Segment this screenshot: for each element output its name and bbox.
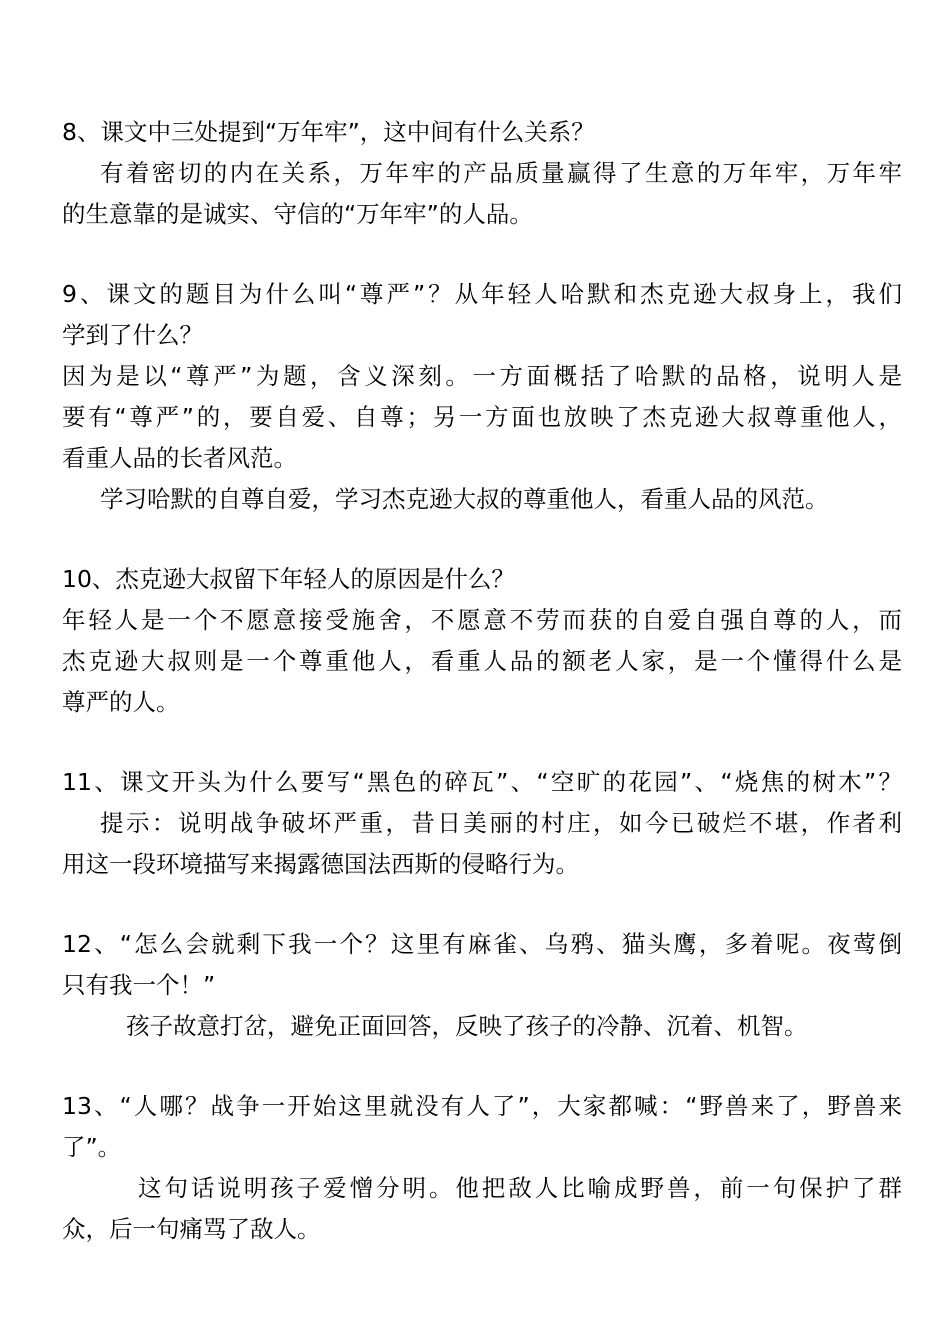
- answer-10-line-2: 杰克逊大叔则是一个尊重他人，看重人品的额老人家，是一个懂得什么是: [62, 647, 902, 675]
- question-8: 8、课文中三处提到“万年牢”，这中间有什么关系？: [62, 118, 595, 146]
- answer-8-line-2: 的生意靠的是诚实、守信的“万年牢”的人品。: [62, 200, 533, 228]
- qa-block-8: [62, 112, 902, 235]
- qa-block-11: [62, 762, 902, 885]
- answer-13-line-2: 众，后一句痛骂了敌人。: [62, 1215, 321, 1243]
- answer-10-line-1: 年轻人是一个不愿意接受施舍，不愿意不劳而获的自爱自强自尊的人，而: [62, 606, 902, 634]
- question-9-line-2: 学到了什么？: [62, 321, 203, 349]
- qa-block-10: [62, 559, 902, 723]
- answer-9-line-2: 要有“尊严”的，要自爱、自尊；另一方面也放映了杰克逊大叔尊重他人，: [62, 403, 902, 431]
- answer-12-line-1: 孩子故意打岔，避免正面回答，反映了孩子的冷静、沉着、机智。: [126, 1012, 808, 1040]
- qa-block-13: [62, 1086, 902, 1250]
- answer-9-line-1: 因为是以“尊严”为题，含义深刻。一方面概括了哈默的品格，说明人是: [62, 362, 902, 390]
- document-page: [62, 112, 902, 1289]
- question-12-line-2: 只有我一个！”: [62, 971, 216, 999]
- qa-block-9: [62, 274, 902, 520]
- qa-block-12: [62, 924, 902, 1047]
- question-10: 10、杰克逊大叔留下年轻人的原因是什么？: [62, 565, 515, 593]
- answer-8-line-1: 有着密切的内在关系，万年牢的产品质量赢得了生意的万年牢，万年牢: [100, 159, 902, 187]
- answer-13-line-1: 这句话说明孩子爱憎分明。他把敌人比喻成野兽，前一句保护了群: [138, 1174, 902, 1202]
- question-11: 11、课文开头为什么要写“黑色的碎瓦”、“空旷的花园”、“烧焦的树木”？: [62, 768, 902, 796]
- answer-9-line-4: 学习哈默的自尊自爱，学习杰克逊大叔的尊重他人，看重人品的风范。: [100, 485, 829, 513]
- question-12-line-1: 12、“怎么会就剩下我一个？这里有麻雀、乌鸦、猫头鹰，多着呢。夜莺倒: [62, 930, 902, 958]
- answer-10-line-3: 尊严的人。: [62, 688, 180, 716]
- question-13-line-2: 了”。: [62, 1133, 122, 1161]
- answer-11-line-1: 提示：说明战争破坏严重，昔日美丽的村庄，如今已破烂不堪，作者利: [100, 809, 902, 837]
- answer-9-line-3: 看重人品的长者风范。: [62, 444, 297, 472]
- question-13-line-1: 13、“人哪？战争一开始这里就没有人了”，大家都喊：“野兽来了，野兽来: [62, 1092, 902, 1120]
- question-9-line-1: 9、课文的题目为什么叫“尊严”？从年轻人哈默和杰克逊大叔身上，我们: [62, 280, 902, 308]
- answer-11-line-2: 用这一段环境描写来揭露德国法西斯的侵略行为。: [62, 850, 579, 878]
